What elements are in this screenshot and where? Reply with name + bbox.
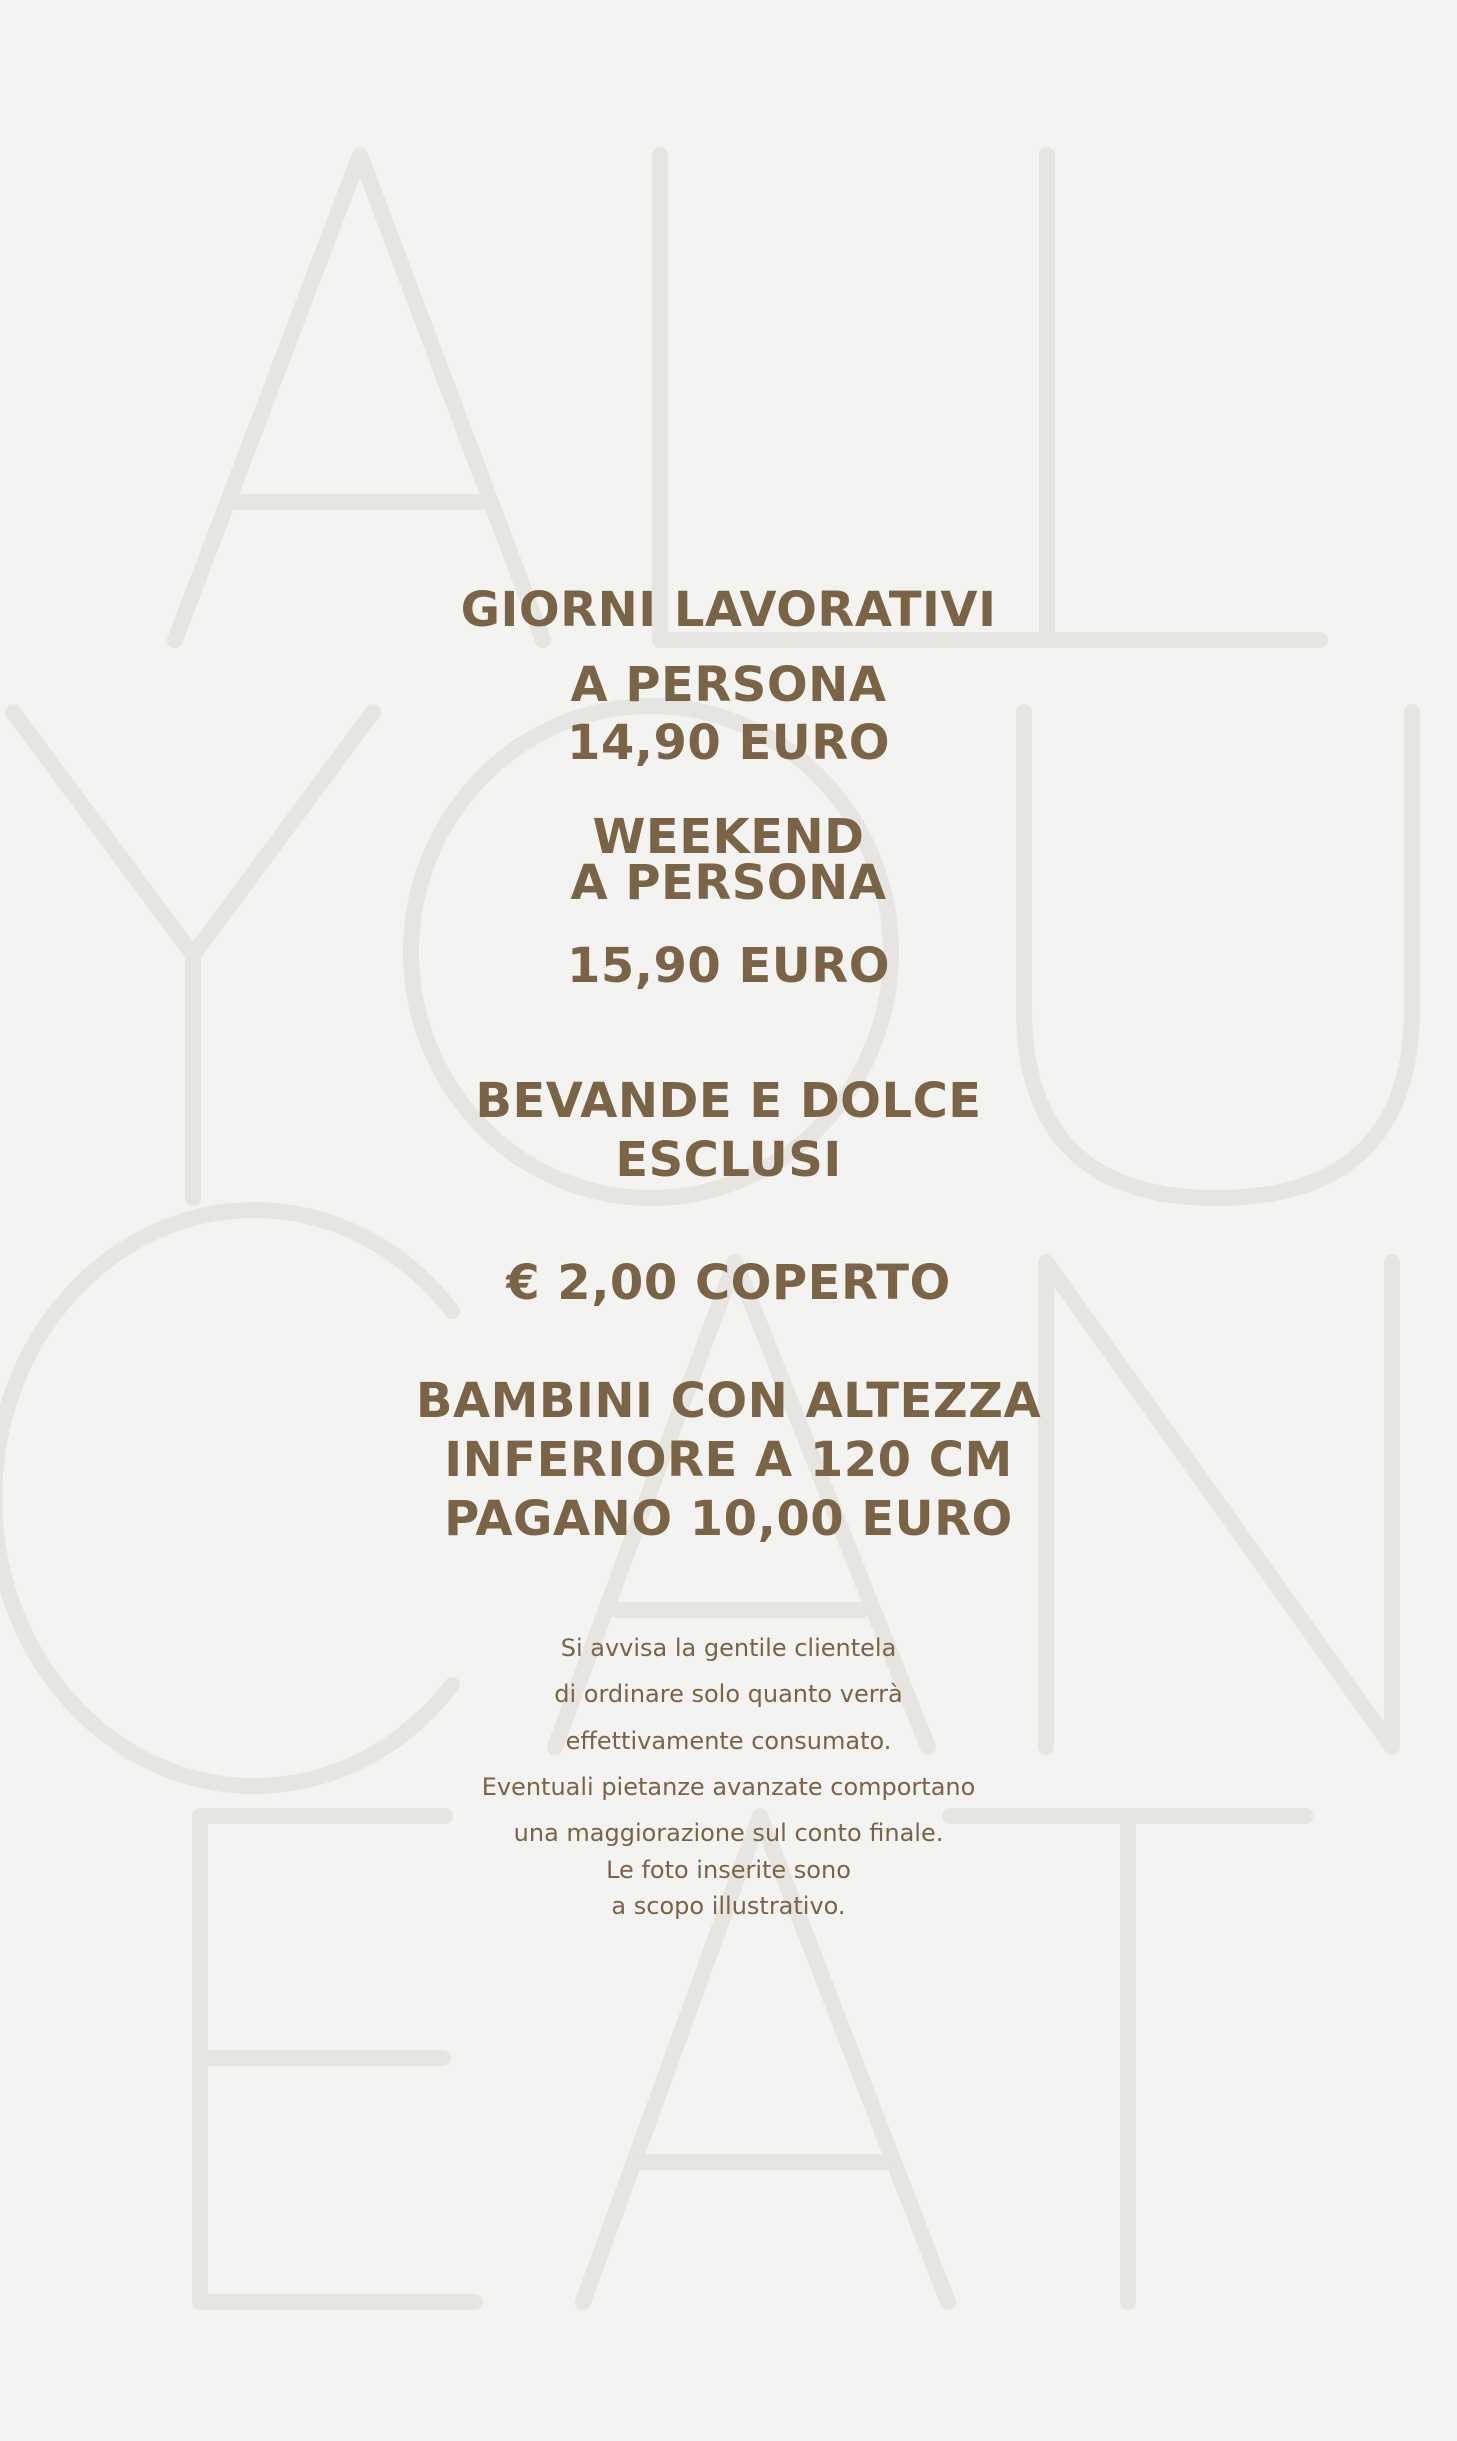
children-line-1: BAMBINI CON ALTEZZA <box>415 1373 1042 1429</box>
weekend-per-person: A PERSONA <box>570 855 887 911</box>
weekend-title: WEEKEND <box>592 809 865 865</box>
excluded-line-1: BEVANDE E DOLCE <box>475 1073 982 1129</box>
cover-charge: € 2,00 COPERTO <box>506 1255 951 1311</box>
weekend-price: 15,90 EURO <box>566 938 891 994</box>
notice-line-7: a scopo illustrativo. <box>611 1892 846 1920</box>
notice-line-6: Le foto inserite sono <box>606 1856 851 1884</box>
notice-line-5: una maggiorazione sul conto finale. <box>513 1819 944 1847</box>
weekdays-title: GIORNI LAVORATIVI <box>460 582 997 638</box>
children-line-2: INFERIORE A 120 CM <box>444 1432 1013 1488</box>
excluded-line-2: ESCLUSI <box>615 1132 842 1188</box>
weekdays-price: 14,90 EURO <box>566 715 891 771</box>
notice-line-3: effettivamente consumato. <box>565 1727 892 1755</box>
children-line-3: PAGANO 10,00 EURO <box>444 1491 1013 1547</box>
weekdays-per-person: A PERSONA <box>570 657 887 713</box>
notice-line-2: di ordinare solo quanto verrà <box>554 1680 903 1708</box>
notice-line-4: Eventuali pietanze avanzate comportano <box>481 1773 976 1801</box>
notice-line-1: Si avvisa la gentile clientela <box>560 1634 897 1662</box>
